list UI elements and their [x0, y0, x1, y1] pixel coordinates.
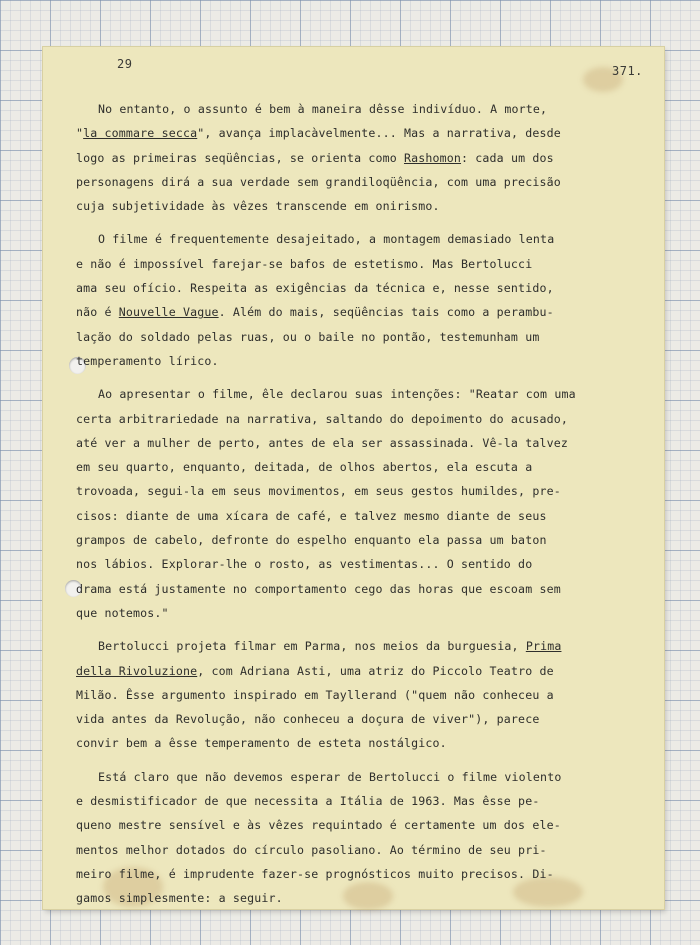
text-line: queno mestre sensível e às vêzes requintado é certamente um dos ele- — [76, 818, 561, 833]
text-line: personagens dirá a sua verdade sem grandiloqüência, com uma precisão — [76, 174, 561, 189]
text-line: Ao apresentar o filme, êle declarou suas intenções: "Reatar com uma — [98, 387, 576, 402]
text-line: que notemos." — [76, 605, 169, 620]
text-line: ama seu ofício. Respeita as exigências da técnica e, nesse sentido, — [76, 281, 554, 296]
text-line: e desmistificador de que necessita a Itália de 1963. Mas êsse pe- — [76, 794, 540, 809]
paragraph — [76, 382, 616, 625]
text-line: della Rivoluzione, com Adriana Asti, uma atriz do Piccolo Teatro de — [76, 663, 554, 678]
page-number-left: 29 — [117, 57, 133, 71]
text-line: drama está justamente no comportamento cego das horas que escoam sem — [76, 581, 561, 596]
text-line: logo as primeiras seqüências, se orienta como Rashomon: cada um dos — [76, 150, 554, 165]
text-line: não é Nouvelle Vague. Além do mais, seqüências tais como a perambu- — [76, 305, 554, 320]
text-line: convir bem a êsse temperamento de esteta nostálgico. — [76, 736, 447, 751]
text-line: mentos melhor dotados do círculo pasoliano. Ao término de seu pri- — [76, 842, 547, 857]
text-line: Está claro que não devemos esperar de Bertolucci o filme violento — [98, 769, 562, 784]
text-line: e não é impossível farejar-se bafos de estetismo. Mas Bertolucci — [76, 256, 533, 271]
text-line: certa arbitrariedade na narrativa, saltando do depoimento do acusado, — [76, 411, 568, 426]
text-line: gamos simplesmente: a seguir. — [76, 891, 283, 906]
paragraph — [76, 97, 616, 218]
paragraph — [76, 227, 616, 373]
text-line: Milão. Êsse argumento inspirado em Tayllerand ("quem não conheceu a — [76, 687, 554, 702]
document-body — [76, 97, 616, 920]
text-line: lação do soldado pelas ruas, ou o baile no pontão, testemunham um — [76, 329, 540, 344]
paragraph — [76, 765, 616, 911]
text-line: No entanto, o assunto é bem à maneira dêsse indivíduo. A morte, — [98, 102, 548, 116]
text-line: meiro filme, é imprudente fazer-se prognósticos muito precisos. Di- — [76, 866, 554, 881]
text-line: Bertolucci projeta filmar em Parma, nos meios da burguesia, Prima — [98, 639, 562, 654]
text-line: cuja subjetividade às vêzes transcende em onirismo. — [76, 199, 440, 214]
text-line: O filme é frequentemente desajeitado, a montagem demasiado lenta — [98, 232, 555, 247]
paragraph — [76, 634, 616, 755]
text-line: até ver a mulher de perto, antes de ela ser assassinada. Vê-la talvez — [76, 435, 568, 450]
text-line: "la commare secca", avança implacàvelmente... Mas a narrativa, desde — [76, 126, 561, 141]
text-line: grampos de cabelo, defronte do espelho enquanto ela passa um baton — [76, 533, 547, 548]
page-number-right: 371. — [612, 64, 643, 78]
text-line: temperamento lírico. — [76, 353, 219, 368]
text-line: em seu quarto, enquanto, deitada, de olhos abertos, ela escuta a — [76, 460, 533, 475]
text-line: nos lábios. Explorar-lhe o rosto, as vestimentas... O sentido do — [76, 557, 533, 572]
text-line: cisos: diante de uma xícara de café, e talvez mesmo diante de seus — [76, 508, 547, 523]
text-line: trovoada, segui-la em seus movimentos, em seus gestos humildes, pre- — [76, 484, 561, 499]
text-line: vida antes da Revolução, não conheceu a doçura de viver"), parece — [76, 712, 540, 727]
